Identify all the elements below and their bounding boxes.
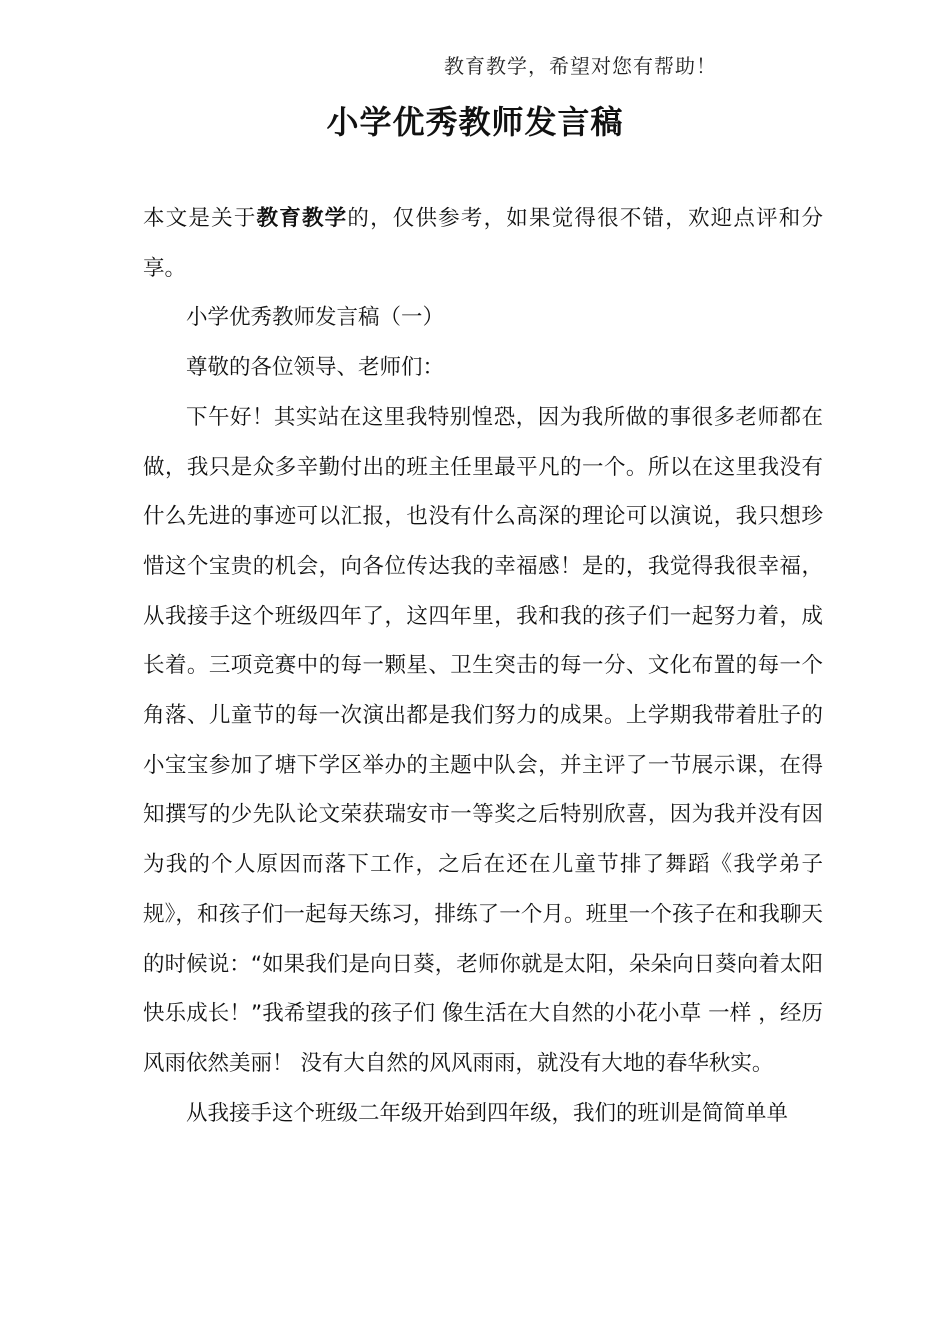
intro-text-before: 本文是关于: [143, 206, 257, 231]
intro-text-after: 的，仅供参考，如果觉得很不错，欢迎点评和分享。: [143, 206, 823, 281]
intro-bold-keyword: 教育教学: [256, 206, 348, 231]
salutation: 尊敬的各位领导、老师们：: [186, 355, 445, 381]
document-body: [143, 194, 823, 1138]
intro-paragraph: [143, 194, 823, 293]
section-heading: 小学优秀教师发言稿（一）: [186, 305, 445, 331]
header-note: 教育教学，希望对您有帮助！: [444, 54, 717, 78]
document-title: 小学优秀教师发言稿: [326, 103, 624, 141]
body-paragraph-1: 下午好！其实站在这里我特别惶恐，因为我所做的事很多老师都在做，我只是众多辛勤付出的班主任里最平凡的一个。所以在这里我没有什么先进的事迹可以汇报，也没有什么高深的理论可以演说，我只想珍惜这个宝贵的机会，向各位传达我的幸福感！是的，我觉得我很幸福，从我接手这个班级四年了，这四年里，我和我的孩子们一起努力着，成长着。三项竞赛中的每一颗星、卫生突击的每一分、文化布置的每一个角落、儿童节的每一次演出都是我们努力的成果。上学期我带着肚子的小宝宝参加了塘下学区举办的主题中队会，并主评了一节展示课，在得知撰写的少先队论文荣获瑞安市一等奖之后特别欣喜，因为我并没有因为我的个人原因而落下工作，之后在还在儿童节排了舞蹈《我学弟子规》，和孩子们一起每天练习，排练了一个月。班里一个孩子在和我聊天的时候说：“如果我们是向日葵，老师你就是太阳，朵朵向日葵向着太阳快乐成长！”我希望我的孩子们 像生活在大自然的小花小草 一样 ，经历风雨依然美丽！ 没有大自然的风风雨雨，就没有大地的春华秋实。: [143, 404, 823, 1076]
body-paragraph-2: 从我接手这个班级二年级开始到四年级，我们的班训是简简单单: [186, 1100, 789, 1126]
